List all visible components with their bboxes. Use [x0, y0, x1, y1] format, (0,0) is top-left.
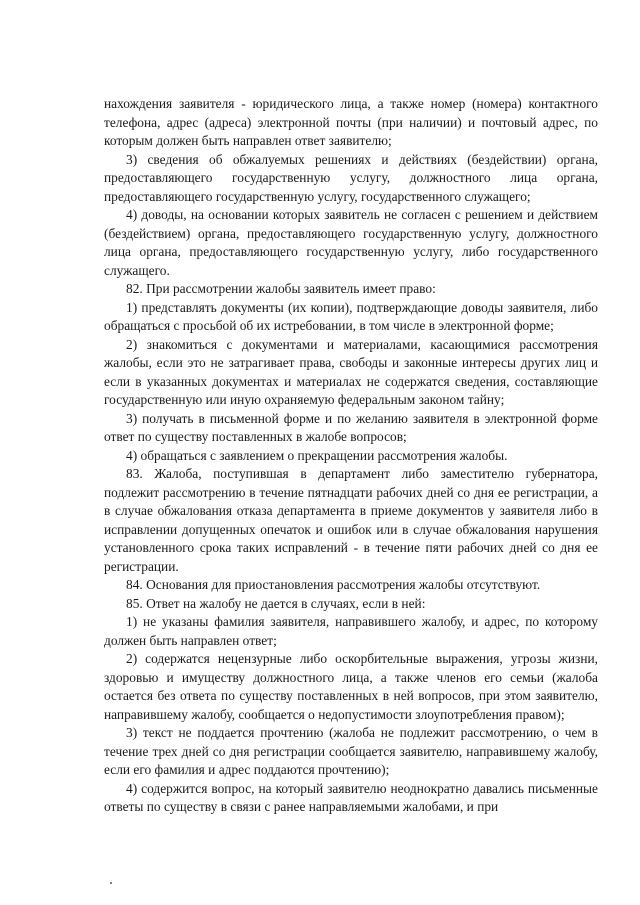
paragraph-84: 84. Основания для приостановления рассмотрения жалобы отсутствуют. [126, 577, 541, 592]
paragraph-82-item-2: 2) знакомиться с документами и материалами, касающимися рассмотрения жалобы, если это не затрагивает права, свободы и законные интересы других лиц и если в указанных документах и материалах не содержатся сведения, составляющие государственную или иную охраняемую федеральным законом тайну; [104, 336, 598, 407]
paragraph-item-4-arguments: 4) доводы, на основании которых заявитель не согласен с решением и действием (бездействием) органа, предоставляющего государственную услугу, должностного лица органа, предоставляющего государственную услугу, либо государственного служащего. [104, 207, 598, 278]
paragraph-85-item-1: 1) не указаны фамилия заявителя, направившего жалобу, и адрес, по которому должен быть направлен ответ; [104, 614, 598, 648]
document-body [104, 95, 598, 817]
paragraph-82-item-3: 3) получать в письменной форме и по желанию заявителя в электронной форме ответ по существу поставленных в жалобе вопросов; [104, 410, 598, 444]
paragraph-85-item-2: 2) содержатся нецензурные либо оскорбительные выражения, угрозы жизни, здоровью и имуществу должностного лица, а также членов его семьи (жалоба остается без ответа по существу поставленных в ней вопросов, при этом заявителю, направившему жалобу, сообщается о недопустимости злоупотребления правом); [104, 651, 598, 722]
paragraph-83: 83. Жалоба, поступившая в департамент либо заместителю губернатора, подлежит рассмотрению в течение пятнадцати рабочих дней со дня ее регистрации, а в случае обжалования отказа департамента в приеме документов у заявителя либо в исправлении допущенных опечаток и ошибок или в случае обжалования нарушения установленного срока таких исправлений - в течение пяти рабочих дней со дня ее регистрации. [104, 466, 598, 574]
scan-speck [110, 882, 112, 884]
paragraph-item-3-info: 3) сведения об обжалуемых решениях и действиях (бездействии) органа, предоставляющего государственную услугу, должностного лица органа, предоставляющего государственную услугу, государственного служащего; [104, 151, 598, 204]
paragraph-85-heading: 85. Ответ на жалобу не дается в случаях, если в ней: [126, 595, 426, 611]
paragraph-82-item-4: 4) обращаться с заявлением о прекращении рассмотрения жалобы. [126, 447, 508, 463]
paragraph-continuation: нахождения заявителя - юридического лица, а также номер (номера) контактного телефона, адрес (адреса) электронной почты (при наличии) и почтовый адрес, по которым должен быть направлен ответ заявителю; [104, 96, 598, 148]
paragraph-85-item-4: 4) содержится вопрос, на который заявителю неоднократно давались письменные ответы по существу в связи с ранее направляемыми жалобами, и при [104, 780, 598, 814]
paragraph-85-item-3: 3) текст не поддается прочтению (жалоба не подлежит рассмотрению, о чем в течение трех дней со дня регистрации сообщается заявителю, направившему жалобу, если его фамилия и адрес поддаются прочтению); [104, 725, 598, 777]
paragraph-82-heading: 82. При рассмотрении жалобы заявитель имеет право: [126, 281, 436, 296]
paragraph-82-item-1: 1) представлять документы (их копии), подтверждающие доводы заявителя, либо обращаться с просьбой об их истребовании, в том числе в электронной форме; [104, 299, 598, 333]
